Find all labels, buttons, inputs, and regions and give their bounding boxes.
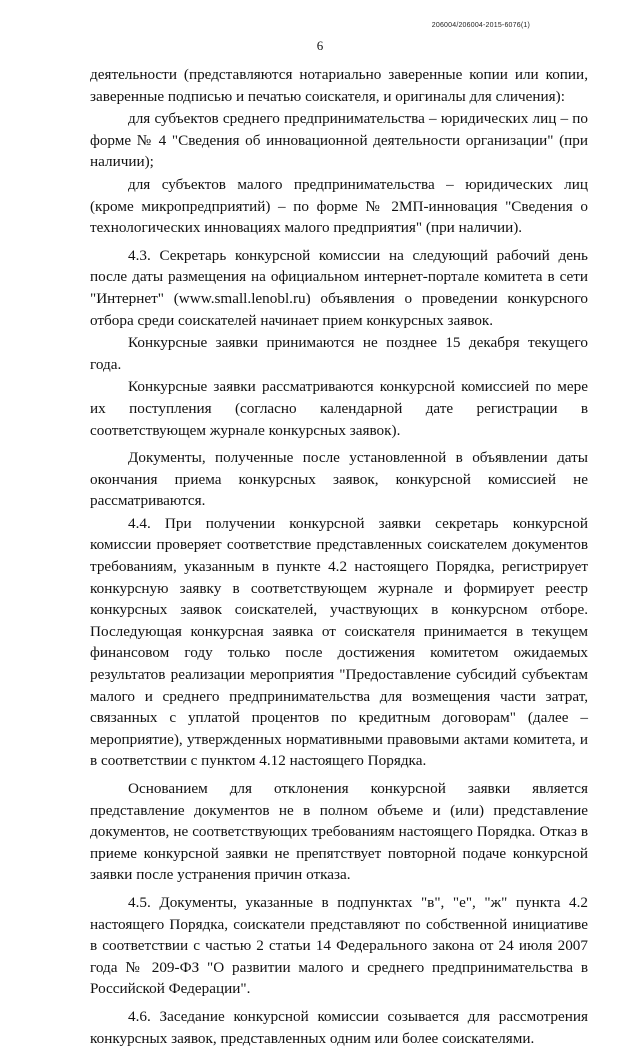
- paragraph-rejection-grounds: Основанием для отклонения конкурсной заявки является представление документов не в полном объеме и (или) представление документов, не соответствующих требованиям настоящего Порядка. Отказ в приеме конкурсной заявки не препятствует повторной подаче конкурсной заявки после устранения причин отказа.: [90, 780, 588, 884]
- document-body: [90, 64, 588, 1050]
- paragraph-4-5: 4.5. Документы, указанные в подпунктах "в", "е", "ж" пункта 4.2 настоящего Порядка, соискатели представляют по собственной инициативе в соответствии с частью 2 статьи 14 Федерального закона от 24 июля 2007 года № 209-ФЗ "О развитии малого и среднего предпринимательства в Российской Федерации".: [90, 893, 588, 998]
- paragraph-late-documents: Документы, полученные после установленной в объявлении даты окончания приема конкурсных заявок, конкурсной комиссией не рассматриваются.: [90, 449, 588, 510]
- paragraph-review-order: Конкурсные заявки рассматриваются конкурсной комиссией по мере их поступления (согласно календарной дате регистрации в соответствующем журнале конкурсных заявок).: [90, 378, 588, 439]
- paragraph-medium-business-form: для субъектов среднего предпринимательства – юридических лиц – по форме № 4 "Сведения об инновационной деятельности организации" (при наличии);: [90, 110, 588, 171]
- document-id: 206004/206004-2015-6076(1): [431, 22, 530, 29]
- paragraph-continuation: деятельности (представляются нотариально заверенные копии или копии, заверенные подписью и печатью соискателя, и оригиналы для сличения):: [90, 66, 588, 105]
- paragraph-4-3: 4.3. Секретарь конкурсной комиссии на следующий рабочий день после даты размещения на официальном интернет-портале комитета в сети "Интернет" (www.small.lenobl.ru) объявления о проведении конкурсного отбора среди соискателей начинает прием конкурсных заявок.: [90, 246, 588, 329]
- page-number: 6: [316, 38, 324, 53]
- paragraph-4-6: 4.6. Заседание конкурсной комиссии созывается для рассмотрения конкурсных заявок, представленных одним или более соискателями.: [90, 1007, 588, 1047]
- paragraph-deadline: Конкурсные заявки принимаются не позднее 15 декабря текущего года.: [90, 334, 588, 373]
- paragraph-4-4: 4.4. При получении конкурсной заявки секретарь конкурсной комиссии проверяет соответствие представленных соискателем документов требованиям, указанным в пункте 4.2 настоящего Порядка, регистрирует конкурсную заявку в соответствующем журнале и формирует реестр конкурсных заявок соискателей, участвующих в конкурсном отборе. Последующая конкурсная заявка от соискателя принимается в текущем финансовом году только после достижения комитетом ожидаемых результатов реализации мероприятия "Предоставление субсидий субъектам малого и среднего предпринимательства для возмещения части затрат, связанных с уплатой процентов по кредитным договорам" (далее – мероприятие), утвержденных нормативными правовыми актами комитета, и в соответствии с пунктом 4.12 настоящего Порядка.: [90, 514, 588, 770]
- paragraph-small-business-form: для субъектов малого предпринимательства – юридических лиц (кроме микропредприятий) – по форме № 2МП-инновация "Сведения о технологических инновациях малого предприятия" (при наличии).: [90, 175, 588, 237]
